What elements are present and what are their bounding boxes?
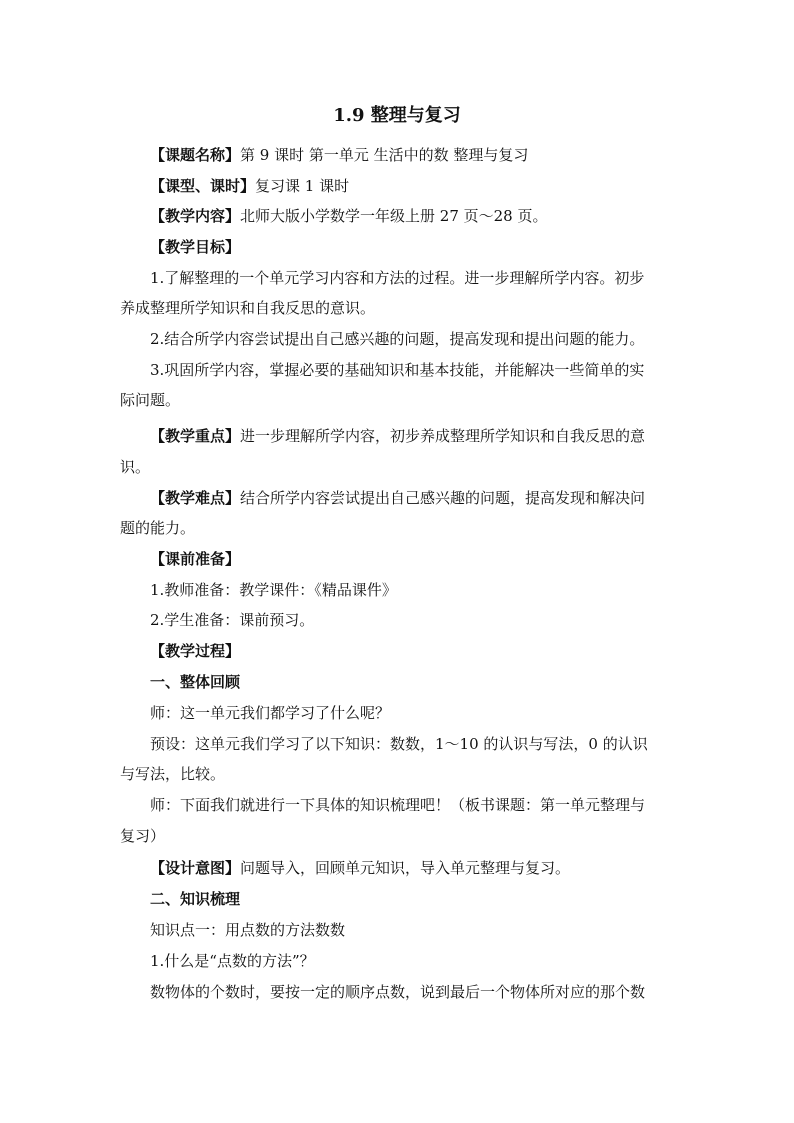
paragraph-line: 数物体的个数时，要按一定的顺序点数，说到最后一个物体所对应的那个数 <box>150 983 646 1001</box>
paragraph-line: 1.什么是“点数的方法”？ <box>150 952 315 970</box>
teaching-content-line <box>150 206 680 226</box>
text-lesson-name: 第 9 课时 第一单元 生活中的数 整理与复习 <box>240 146 529 164</box>
label-difficult-points: 【教学难点】 <box>150 489 241 507</box>
difficult-points-line <box>150 488 680 508</box>
paragraph-line: 3.巩固所学内容，掌握必要的基础知识和基本技能，并能解决一些简单的实 <box>150 361 645 379</box>
text-lesson-type: 复习课 1 课时 <box>255 177 350 195</box>
paragraph-line: 复习） <box>120 827 166 845</box>
paragraph-line: 题的能力。 <box>120 519 196 537</box>
paragraph-line: 2.结合所学内容尝试提出自己感兴趣的问题，提高发现和提出问题的能力。 <box>150 330 645 348</box>
label-lesson-name: 【课题名称】 <box>150 146 241 164</box>
document-title: 1.9 整理与复习 <box>333 105 461 126</box>
text-difficult-points: 结合所学内容尝试提出自己感兴趣的问题，提高发现和解决问 <box>240 489 646 507</box>
lesson-type-line <box>150 176 680 196</box>
heading-preparation: 【课前准备】 <box>150 550 241 568</box>
paragraph-line: 1.教师准备：教学课件：《精品课件》 <box>150 581 397 599</box>
text-design-intent: 问题导入，回顾单元知识，导入单元整理与复习。 <box>240 859 571 877</box>
design-intent-line <box>150 858 680 878</box>
paragraph-line: 预设：这单元我们学习了以下知识：数数，1～10 的认识与写法，0 的认识 <box>150 735 648 753</box>
paragraph-line: 知识点一：用点数的方法数数 <box>150 921 346 939</box>
label-key-points: 【教学重点】 <box>150 427 241 445</box>
text-teaching-content: 北师大版小学数学一年级上册 27 页～28 页。 <box>240 207 548 225</box>
heading-teaching-process: 【教学过程】 <box>150 642 241 660</box>
heading-teaching-goals: 【教学目标】 <box>150 238 241 256</box>
paragraph-line: 养成整理所学知识和自我反思的意识。 <box>120 299 376 317</box>
paragraph-line: 际问题。 <box>120 391 181 409</box>
paragraph-line: 2.学生准备：课前预习。 <box>150 611 315 629</box>
paragraph-line: 与写法，比较。 <box>120 765 226 783</box>
paragraph-line: 师：这一单元我们都学习了什么呢？ <box>150 704 391 722</box>
text-key-points: 进一步理解所学内容，初步养成整理所学知识和自我反思的意 <box>240 427 646 445</box>
heading-overall-review: 一、整体回顾 <box>150 673 241 691</box>
paragraph-line: 1.了解整理的一个单元学习内容和方法的过程。进一步理解所学内容。初步 <box>150 269 645 287</box>
label-design-intent: 【设计意图】 <box>150 859 241 877</box>
heading-knowledge-review: 二、知识梳理 <box>150 890 241 908</box>
paragraph-line: 识。 <box>120 458 151 476</box>
lesson-name-line <box>150 145 680 165</box>
label-lesson-type: 【课型、课时】 <box>150 177 256 195</box>
label-teaching-content: 【教学内容】 <box>150 207 241 225</box>
paragraph-line: 师：下面我们就进行一下具体的知识梳理吧！（板书课题：第一单元整理与 <box>150 796 646 814</box>
key-points-line <box>150 426 680 446</box>
